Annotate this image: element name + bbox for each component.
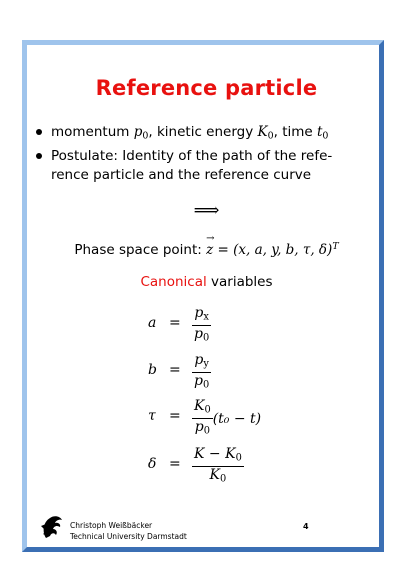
university-logo-icon bbox=[38, 512, 68, 542]
phase-space-line: Phase space point: → z = (x, a, y, b, τ, δ)$^T$ bbox=[74, 233, 339, 259]
bullet-text: momentum $p_0$, kinetic energy $K_0$, time $t_0$ bbox=[51, 124, 329, 142]
footer-author: Christoph Weißbäcker bbox=[70, 521, 153, 530]
equation-tau: τ = $\frac{K_0}{p_0}$ (t₀ − t) bbox=[148, 398, 262, 437]
implies-arrow: ⟹ bbox=[193, 200, 220, 221]
bullet-dot bbox=[36, 153, 42, 159]
equation-a: a = $\frac{p_x}{p_0}$ bbox=[148, 305, 210, 344]
bullet-text-line1: Postulate: Identity of the path of the refe- bbox=[51, 148, 333, 164]
page-number: 4 bbox=[303, 522, 309, 531]
canonical-variables-heading: Canonical variables bbox=[140, 274, 273, 290]
bullet-text-line2: rence particle and the reference curve bbox=[51, 167, 312, 183]
equation-delta: δ = $\frac{K - K_0}{K_0}$ bbox=[148, 446, 242, 485]
equation-b: b = $\frac{p_y}{p_0}$ bbox=[148, 352, 210, 391]
canonical-word: Canonical bbox=[140, 274, 207, 290]
footer-institution: Technical University Darmstadt bbox=[70, 532, 187, 541]
slide-title: Reference particle bbox=[95, 76, 318, 100]
bullet-dot bbox=[36, 129, 42, 135]
